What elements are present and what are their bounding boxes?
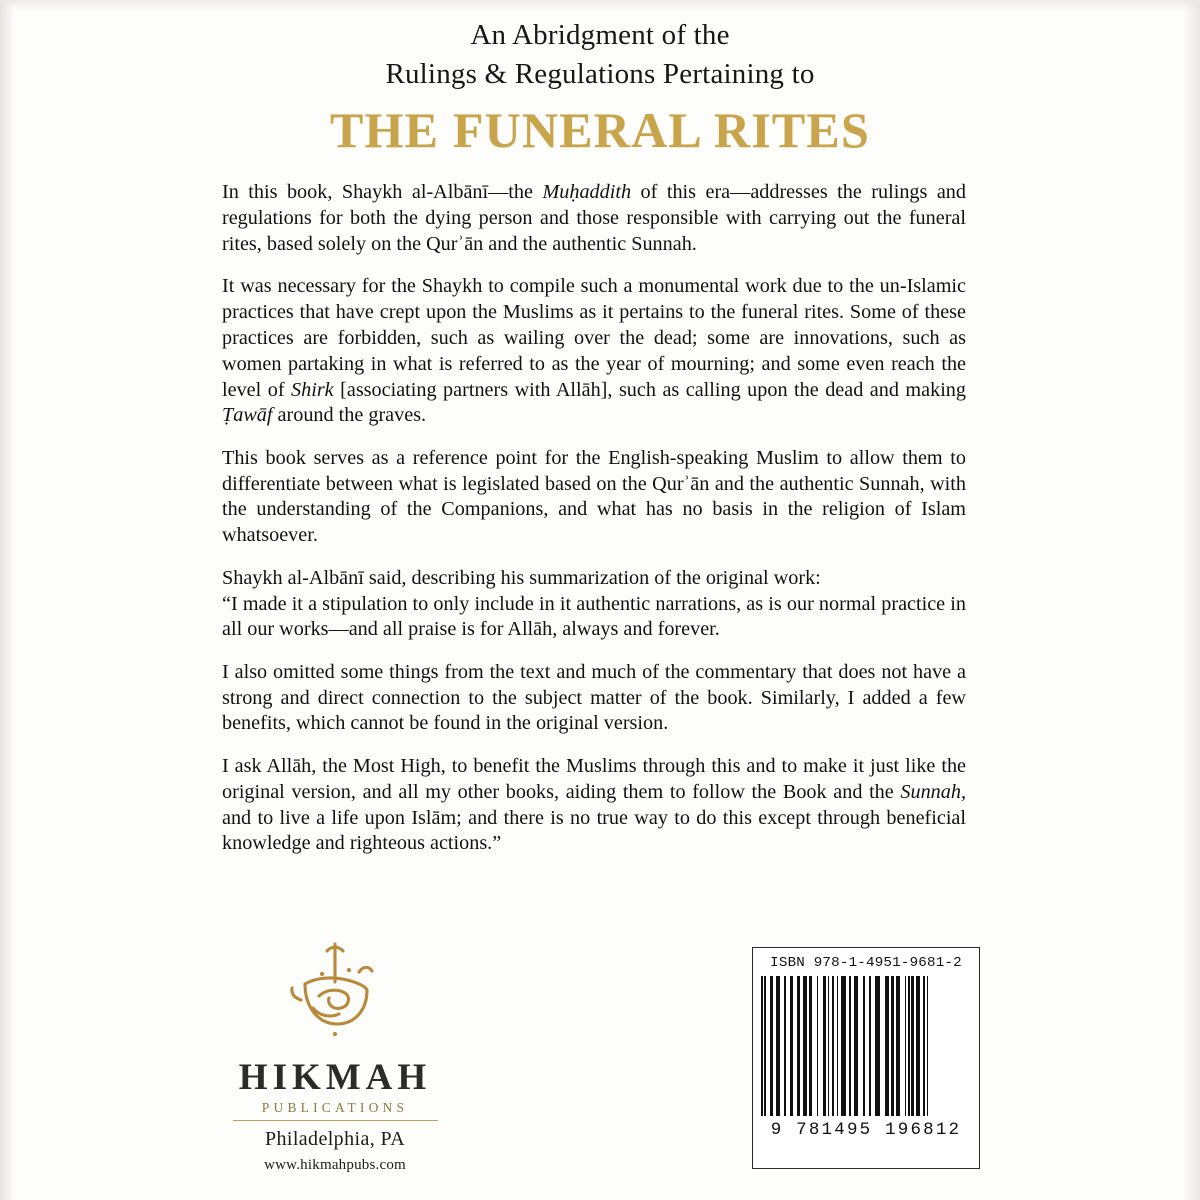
back-cover-blurb	[222, 180, 966, 857]
paragraph-1: In this book, Shaykh al-Albānī—the Muḥaddith of this era—addresses the rulings and regulations for both the dying person and those responsible with carrying out the funeral rites, based solely on the Qurʾān and the authentic Sunnah.	[222, 181, 966, 255]
barcode-block	[752, 947, 980, 1169]
publisher-subname: PUBLICATIONS	[261, 1100, 409, 1115]
publisher-logo	[170, 938, 500, 1050]
subtitle-line-2: Rulings & Regulations Pertaining to	[385, 57, 815, 90]
publisher-divider	[233, 1120, 438, 1121]
paragraph-5: I also omitted some things from the text and much of the commentary that does not have a strong and direct connection to the subject matter of the book. Similarly, I added a few benefits, which cannot be found in the original version.	[222, 660, 966, 735]
publisher-website: www.hikmahpubs.com	[264, 1157, 406, 1173]
title-block	[0, 16, 1200, 159]
barcode-digits: 9 781495 196812	[770, 1120, 962, 1140]
publisher-name: HIKMAH	[238, 1057, 432, 1098]
paragraph-6: I ask Allāh, the Most High, to benefit the Muslims through this and to make it just like the original version, and all my other books, aiding them to follow the Book and the Sunnah, and to live a life upon Islām; and there is no true way to do this except through beneficial knowledge and righteous actions.”	[222, 754, 966, 855]
isbn-label: ISBN 978-1-4951-9681-2	[770, 955, 962, 971]
scan-edge-top	[0, 0, 1200, 10]
paragraph-2: It was necessary for the Shaykh to compile such a monumental work due to the un-Islamic practices that have crept upon the Muslims as it pertains to the funeral rites. Some of these practices are forbidden, such as wailing over the dead; some are innovations, such as women partaking in what is referred to as the year of mourning; and some even reach the level of Shirk [associating partners with Allāh], such as calling upon the dead and making Ṭawāf around the graves.	[222, 275, 966, 427]
publisher-block	[170, 938, 500, 1174]
paragraph-3: This book serves as a reference point for the English-speaking Muslim to allow them to differentiate between what is legislated based on the Qurʾān and the authentic Sunnah, with the understanding of the Companions, and what has no basis in the religion of Islam whatsoever.	[222, 446, 966, 547]
page-title: THE FUNERAL RITES	[330, 102, 870, 159]
scan-edge-right	[1184, 0, 1200, 1200]
scan-edge-left	[0, 0, 14, 1200]
paragraph-4: Shaykh al-Albānī said, describing his summarization of the original work: “I made it a stipulation to only include in it authentic narrations, as is our normal practice in all our works—and all praise is for Allāh, always and forever.	[222, 566, 966, 641]
arabic-calligraphy-logo-icon	[275, 938, 395, 1050]
barcode-bars	[761, 976, 971, 1116]
subtitle-line-1: An Abridgment of the	[470, 19, 730, 51]
publisher-city: Philadelphia, PA	[264, 1128, 406, 1150]
